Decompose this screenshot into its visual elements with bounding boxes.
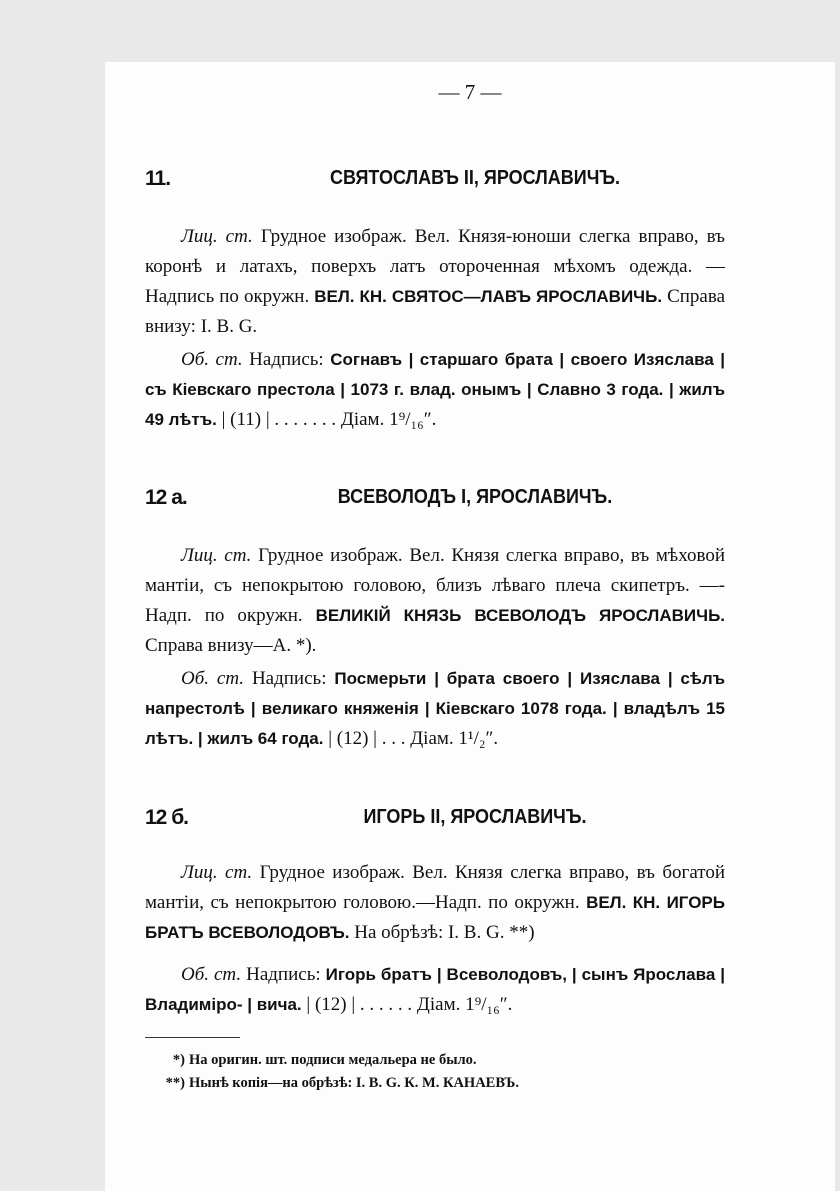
footnote — [145, 1052, 745, 1069]
footnote-text: Нынѣ копія—на обрѣзѣ: I. B. G. К. М. КАНАЕВЪ. — [189, 1075, 519, 1091]
obverse-description — [145, 858, 725, 948]
obverse-note: Справа внизу—А. *). — [145, 635, 317, 656]
book-page — [105, 62, 835, 1191]
entry-title: ВСЕВОЛОДЪ I, ЯРОСЛАВИЧЪ. — [337, 486, 613, 508]
reverse-text: Надпись: — [251, 668, 327, 689]
page-number: — 7 — — [438, 80, 502, 104]
reverse-description — [145, 664, 725, 754]
obverse-note: На обрѣзѣ: I. B. G. **) — [354, 922, 535, 943]
obverse-note: Справа внизу: I. B. G. — [145, 286, 726, 337]
entry-heading — [145, 806, 745, 836]
reverse-description — [145, 345, 725, 435]
entry-number: 11. — [145, 167, 171, 190]
entry-number: 12 б. — [145, 806, 188, 829]
obverse-description — [145, 541, 725, 661]
entry-heading — [145, 167, 745, 197]
obverse-legend: ВЕЛИКІЙ КНЯЗЬ ВСЕВОЛОДЪ ЯРОСЛАВИЧЬ. — [315, 606, 726, 625]
footnote-mark: **) — [165, 1075, 185, 1091]
reverse-diameter: | (12) | . . . Діам. 1¹/₂″. — [328, 728, 499, 749]
reverse-text: Надпись: — [246, 964, 321, 985]
obverse-text: Грудное изображ. Вел. Князя слегка вправо, въ мѣховой мантіи, съ непокрытою головою, близъ лѣваго плеча скипетръ. —- Надп. по окружн. — [145, 545, 726, 626]
reverse-legend: Игорь братъ | Всеволодовъ, | сынъ Ярослава | Владиміро- | вича. — [145, 965, 726, 1014]
reverse-label: Об. ст. — [181, 964, 242, 985]
obverse-text: Грудное изображ. Вел. Князя слегка вправо, въ богатой мантіи, съ непокрытою головою.—Надп. по окружн. — [145, 862, 726, 913]
reverse-diameter: | (12) | . . . . . . Діам. 1⁹/₁₆″. — [306, 994, 513, 1015]
entry-title: ИГОРЬ II, ЯРОСЛАВИЧЪ. — [363, 806, 587, 828]
reverse-label: Об. ст. — [181, 668, 245, 689]
reverse-text: Надпись: — [249, 349, 324, 370]
reverse-legend: Согнавъ | старшаго брата | своего Изяслава | съ Кіевскаго престола | 1073 г. влад. онымъ | Славно 3 года. | жилъ 49 лѣтъ. — [145, 350, 726, 429]
footnote-mark: *) — [172, 1052, 185, 1068]
obverse-legend: ВЕЛ. КН. ИГОРЬ БРАТЪ ВСЕВОЛОДОВЪ. — [145, 893, 725, 942]
obverse-label: Лиц. ст. — [181, 226, 253, 247]
obverse-label: Лиц. ст. — [181, 862, 253, 883]
obverse-description — [145, 222, 725, 342]
obverse-label: Лиц. ст. — [181, 545, 252, 566]
footnote-divider — [145, 1037, 240, 1038]
entry-heading — [145, 486, 745, 516]
reverse-description — [145, 960, 725, 1020]
entry-title: СВЯТОСЛАВЪ II, ЯРОСЛАВИЧЪ. — [329, 167, 621, 189]
entry-number: 12 а. — [145, 486, 187, 509]
obverse-text: Грудное изображ. Вел. Князя-юноши слегка вправо, въ коронѣ и латахъ, поверхъ латъ отороченная мѣхомъ одежда. — Надпись по окружн. — [145, 226, 725, 307]
footnote — [145, 1075, 745, 1092]
reverse-legend: Посмерьти | брата своего | Изяслава | сѣлъ напрестолѣ | великаго княженія | Кіевскаго 1078 года. | владѣлъ 15 лѣтъ. | жилъ 64 года. — [145, 669, 726, 748]
reverse-diameter: | (11) | . . . . . . . Діам. 1⁹/₁₆″. — [221, 409, 437, 430]
footnote-text: На оригин. шт. подписи медальера не было. — [189, 1052, 477, 1068]
obverse-legend: ВЕЛ. КН. СВЯТОС—ЛАВЪ ЯРОСЛАВИЧЬ. — [314, 287, 663, 306]
reverse-label: Об. ст. — [181, 349, 243, 370]
